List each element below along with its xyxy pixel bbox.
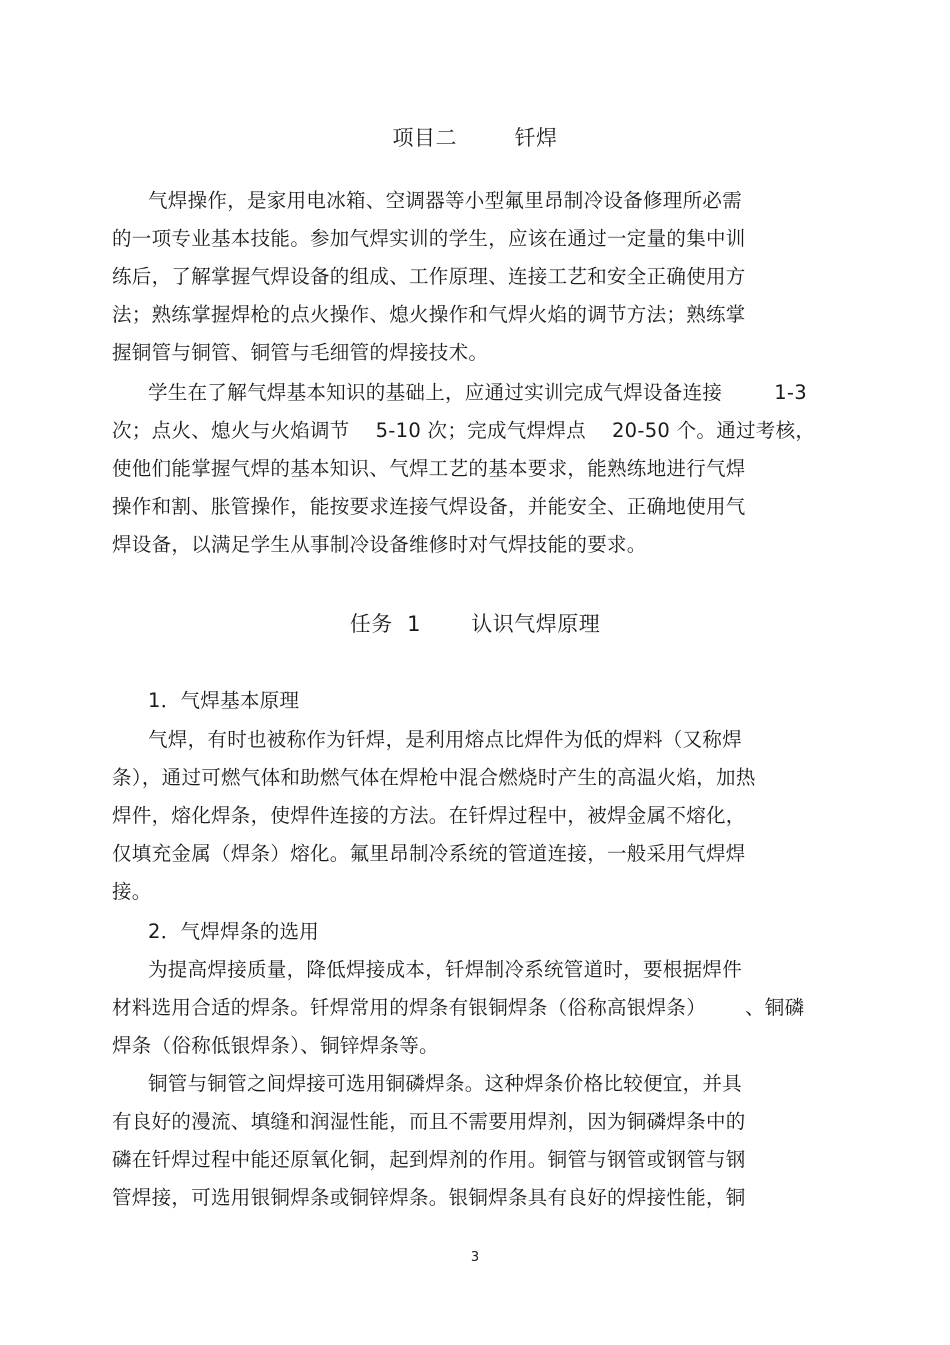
section-2-paragraph-1-line: 焊条（俗称低银焊条）、铜锌焊条等。 bbox=[112, 1034, 439, 1057]
section-2-paragraph-1-line: 材料选用合适的焊条。钎焊常用的焊条有银铜焊条（俗称高银焊条） 、铜磷 bbox=[112, 996, 805, 1019]
section-1-line: 气焊，有时也被称作为钎焊，是利用熔点比焊件为低的焊料（又称焊 bbox=[148, 728, 743, 751]
section-1-line: 条），通过可燃气体和助燃气体在焊枪中混合燃烧时产生的高温火焰，加热 bbox=[112, 766, 756, 789]
intro-paragraph-1-line: 法；熟练掌握焊枪的点火操作、熄火操作和气焊火焰的调节方法；熟练掌 bbox=[112, 303, 746, 326]
intro-paragraph-2-line: 操作和割、胀管操作，能按要求连接气焊设备，并能安全、正确地使用气 bbox=[112, 495, 746, 518]
intro-paragraph-2-line: 学生在了解气焊基本知识的基础上，应通过实训完成气焊设备连接 1-3 bbox=[148, 381, 807, 404]
intro-paragraph-1-line: 握铜管与铜管、铜管与毛细管的焊接技术。 bbox=[112, 341, 489, 364]
intro-paragraph-2-line: 次；点火、熄火与火焰调节 5-10 次；完成气焊焊点 20-50 个。通过考核， bbox=[112, 419, 816, 442]
section-1-line: 接。 bbox=[112, 880, 152, 903]
task-title: 任务 1 认识气焊原理 bbox=[349, 612, 601, 636]
section-2-heading: 2．气焊焊条的选用 bbox=[148, 920, 320, 943]
intro-paragraph-2-line: 使他们能掌握气焊的基本知识、气焊工艺的基本要求，能熟练地进行气焊 bbox=[112, 457, 746, 480]
section-1-heading: 1．气焊基本原理 bbox=[148, 689, 300, 712]
section-1-line: 仅填充金属（焊条）熔化。氟里昂制冷系统的管道连接，一般采用气焊焊 bbox=[112, 842, 746, 865]
section-2-paragraph-2-line: 有良好的漫流、填缝和润湿性能，而且不需要用焊剂，因为铜磷焊条中的 bbox=[112, 1110, 746, 1133]
section-2-paragraph-2-line: 磷在钎焊过程中能还原氧化铜，起到焊剂的作用。铜管与钢管或钢管与钢 bbox=[112, 1148, 746, 1171]
section-2-paragraph-2-line: 管焊接，可选用银铜焊条或铜锌焊条。银铜焊条具有良好的焊接性能，铜 bbox=[112, 1186, 746, 1209]
intro-paragraph-1-line: 练后，了解掌握气焊设备的组成、工作原理、连接工艺和安全正确使用方 bbox=[112, 265, 746, 288]
intro-paragraph-1-line: 的一项专业基本技能。参加气焊实训的学生，应该在通过一定量的集中训 bbox=[112, 227, 746, 250]
intro-paragraph-2-line: 焊设备，以满足学生从事制冷设备维修时对气焊技能的要求。 bbox=[112, 533, 647, 556]
section-2-paragraph-2-line: 铜管与铜管之间焊接可选用铜磷焊条。这种焊条价格比较便宜，并具 bbox=[148, 1072, 743, 1095]
page-number: 3 bbox=[470, 1250, 480, 1265]
section-1-line: 焊件，熔化焊条，使焊件连接的方法。在钎焊过程中，被焊金属不熔化， bbox=[112, 804, 746, 827]
intro-paragraph-1-line: 气焊操作，是家用电冰箱、空调器等小型氟里昂制冷设备修理所必需 bbox=[148, 189, 743, 212]
page-title: 项目二 钎焊 bbox=[392, 126, 558, 150]
section-2-paragraph-1-line: 为提高焊接质量，降低焊接成本，钎焊制冷系统管道时，要根据焊件 bbox=[148, 958, 743, 981]
